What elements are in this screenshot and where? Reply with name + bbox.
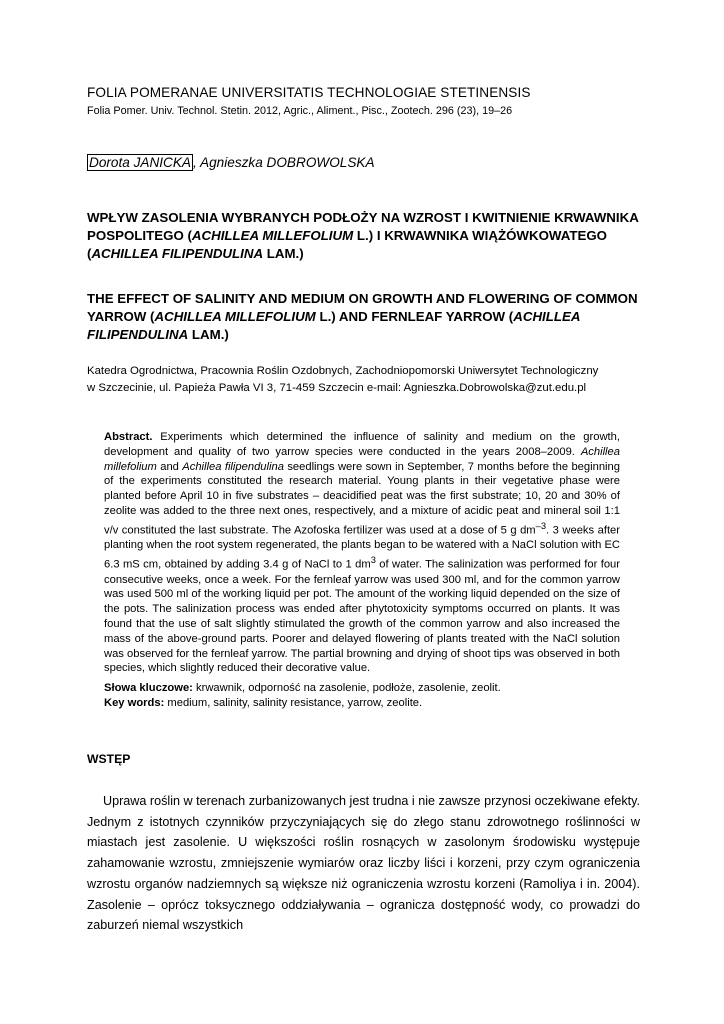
- abstract-text: . 3 weeks after planting when the root system regenerated, the plants began to be watered with a NaCl solution with EC 6.3 mS cm, obtained by adding 3.4 g of NaCl to 1 dm: [104, 524, 620, 571]
- author-list: [87, 155, 375, 170]
- title-pl-part: WPŁYW ZASOLENIA WYBRANYCH PODŁOŻY NA WZROST I KWITNIENIE KRWAWNIKA POSPOLITEGO (: [87, 210, 639, 243]
- body-paragraph: Uprawa roślin w terenach zurbanizowanych jest trudna i nie zawsze przynosi oczekiwane efekty. Jednym z istotnych czynników przyczyniających się do złego stanu zdrowotnego roślinności w miastach jest zasolenie. U większości roślin rosnących w zasolonym środowisku występuje zahamowanie wzrostu, zmniejszenie wymiarów oraz liczby liści i korzeni, przy czym ograniczenia wzrostu organów nadziemnych są większe niż ograniczenia wzrostu korzeni (Ramoliya i in. 2004). Zasolenie – oprócz toksycznego oddziaływania – ogranicza dostępność wody, co prowadzi do zaburzeń niemal wszystkich: [87, 794, 640, 933]
- body-text: [87, 791, 640, 936]
- title-en-species-1: ACHILLEA MILLEFOLIUM: [154, 309, 316, 324]
- abstract-text: and: [156, 460, 183, 473]
- title-en-part: THE EFFECT OF SALINITY AND MEDIUM ON GROWTH AND FLOWERING OF COMMON YARROW (: [87, 291, 638, 324]
- abstract-text: Experiments which determined the influence of salinity and medium on the growth, development and quality of two yarrow species were conducted in the years 2008–2009.: [104, 431, 620, 458]
- title-pl-part: L.) I KRWAWNIKA WIĄŻÓWKOWATEGO (: [87, 228, 608, 261]
- title-polish: [87, 209, 647, 263]
- keywords-pl-label: Słowa kluczowe:: [104, 682, 193, 694]
- author-first-highlighted: Dorota JANICKA: [89, 155, 191, 170]
- keywords-en-label: Key words:: [104, 697, 165, 709]
- title-pl-part: LAM.): [263, 246, 304, 261]
- title-en-part: LAM.): [188, 327, 229, 342]
- abstract-label: Abstract.: [104, 431, 153, 443]
- keywords-english: [104, 696, 624, 711]
- keywords-pl-text: krwawnik, odporność na zasolenie, podłoże, zasolenie, zeolit.: [192, 682, 501, 694]
- title-pl-species-2: ACHILLEA FILIPENDULINA: [91, 246, 264, 261]
- affiliation: [87, 363, 647, 397]
- keywords: [104, 681, 624, 711]
- journal-title: FOLIA POMERANAE UNIVERSITATIS TECHNOLOGIAE STETINENSIS: [87, 85, 531, 100]
- title-en-part: L.) AND FERNLEAF YARROW (: [315, 309, 514, 324]
- affiliation-line: w Szczecinie, ul. Papieża Pawła VI 3, 71-459 Szczecin e-mail: Agnieszka.Dobrowolska@zut.edu.pl: [87, 382, 587, 394]
- keywords-polish: [104, 681, 624, 696]
- abstract-species-2: Achillea filipendulina: [182, 460, 284, 473]
- abstract: [104, 430, 620, 676]
- keywords-en-text: medium, salinity, salinity resistance, yarrow, zeolite.: [164, 697, 423, 709]
- affiliation-line: Katedra Ogrodnictwa, Pracownia Roślin Ozdobnych, Zachodniopomorski Uniwersytet Technologiczny: [87, 365, 599, 377]
- author-rest: , Agnieszka DOBROWOLSKA: [193, 155, 375, 170]
- title-english: [87, 290, 647, 344]
- title-pl-species-1: ACHILLEA MILLEFOLIUM: [191, 228, 354, 243]
- abstract-species-1: Achillea millefolium: [104, 445, 620, 473]
- abstract-text: of water. The salinization was performed for four consecutive weeks, once a week. For the fernleaf yarrow was used 300 ml, and for the common yarrow was used 500 ml of the working liquid per pot. The amount of the working liquid depended on the size of the pots. The salinization process was ended after phytotoxicity symptoms occurred on plants. It was found that the use of salt slightly stimulated the growth of the common yarrow and also increased the mass of the above-ground parts. Poorer and delayed flowering of plants treated with the NaCl solution was observed for the fernleaf yarrow. The partial browning and drying of shoot tips was observed in both species, which slightly reduced their decorative value.: [104, 558, 620, 675]
- title-en-species-2: ACHILLEA FILIPENDULINA: [87, 309, 580, 342]
- journal-citation: Folia Pomer. Univ. Technol. Stetin. 2012, Agric., Aliment., Pisc., Zootech. 296 (23), 19–26: [87, 105, 513, 117]
- section-heading: WSTĘP: [87, 752, 131, 766]
- abstract-superscript: 3: [370, 555, 376, 566]
- abstract-text: seedlings were sown in September, 7 months before the beginning of the experiments constituted the research material. Young plants in their vegetative phase were planted before April 10 in five substrates – deacidified peat was the first substrate; 10, 20 and 30% of zeolite was added to the three next ones, respectively, and a mixture of acidic peat and mineral soil 1:1 v/v constituted the last substrate. The Azofoska fertilizer was used at a dose of 5 g dm: [104, 460, 620, 537]
- abstract-superscript: –3: [535, 520, 547, 531]
